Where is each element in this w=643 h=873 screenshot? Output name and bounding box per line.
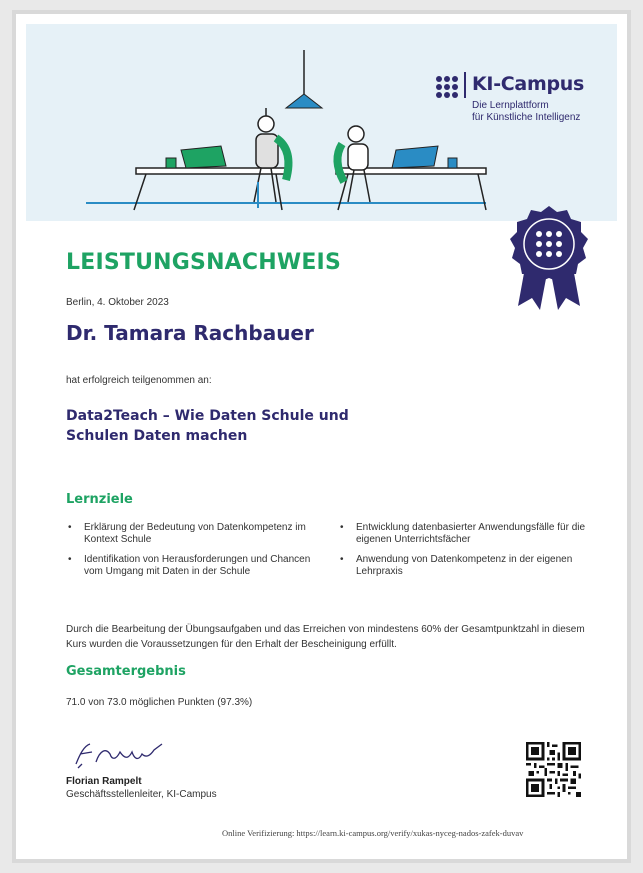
learning-goal-item: • Anwendung von Datenkompetenz in der eigenen Lehrpraxis xyxy=(338,554,600,578)
certificate-title: LEISTUNGSNACHWEIS xyxy=(66,250,341,275)
qr-code[interactable] xyxy=(526,742,581,797)
participation-statement: hat erfolgreich teilgenommen an: xyxy=(66,375,212,386)
learning-goals-heading: Lernziele xyxy=(66,492,133,507)
seal-badge-icon xyxy=(504,202,594,312)
learning-goal-item: • Identifikation von Herausforderungen und Chancen vom Umgang mit Daten in der Schule xyxy=(66,554,328,578)
brand-tagline-1: Die Lernplattform xyxy=(472,100,549,111)
ki-campus-logo xyxy=(436,72,584,124)
certificate-frame xyxy=(12,10,631,863)
brand-name: KI-Campus xyxy=(472,73,584,95)
learning-goal-item: • Entwicklung datenbasierter Anwendungsfälle für die eigenen Unterrichtsfächer xyxy=(338,522,600,546)
issue-date: Berlin, 4. Oktober 2023 xyxy=(66,297,169,308)
logo-divider xyxy=(464,72,466,98)
course-title: Data2Teach – Wie Daten Schule und Schulen Daten machen xyxy=(66,408,349,444)
verification-link[interactable]: Online Verifizierung: https://learn.ki-campus.org/verify/xukas-nyceg-nados-zafek-duvav xyxy=(222,828,524,838)
result-heading: Gesamtergebnis xyxy=(66,664,186,679)
handwritten-signature xyxy=(70,740,166,770)
signer-name: Florian Rampelt xyxy=(66,776,142,787)
requirement-text: Durch die Bearbeitung der Übungsaufgaben und das Erreichen von mindestens 60% der Gesamtpunktzahl in diesem Kurs wurden die Voraussetzungen für den Erhalt der Bescheinigung erfüllt. xyxy=(66,624,585,650)
signer-role: Geschäftsstellenleiter, KI-Campus xyxy=(66,789,217,800)
recipient-name: Dr. Tamara Rachbauer xyxy=(66,321,314,345)
learning-goal-item: • Erklärung der Bedeutung von Datenkompetenz im Kontext Schule xyxy=(66,522,328,546)
brand-tagline-2: für Künstliche Intelligenz xyxy=(472,112,581,123)
result-score: 71.0 von 73.0 möglichen Punkten (97.3%) xyxy=(66,697,253,708)
logo-dots-icon xyxy=(436,76,458,98)
header-banner xyxy=(26,24,617,221)
learning-goals-list xyxy=(66,522,596,578)
